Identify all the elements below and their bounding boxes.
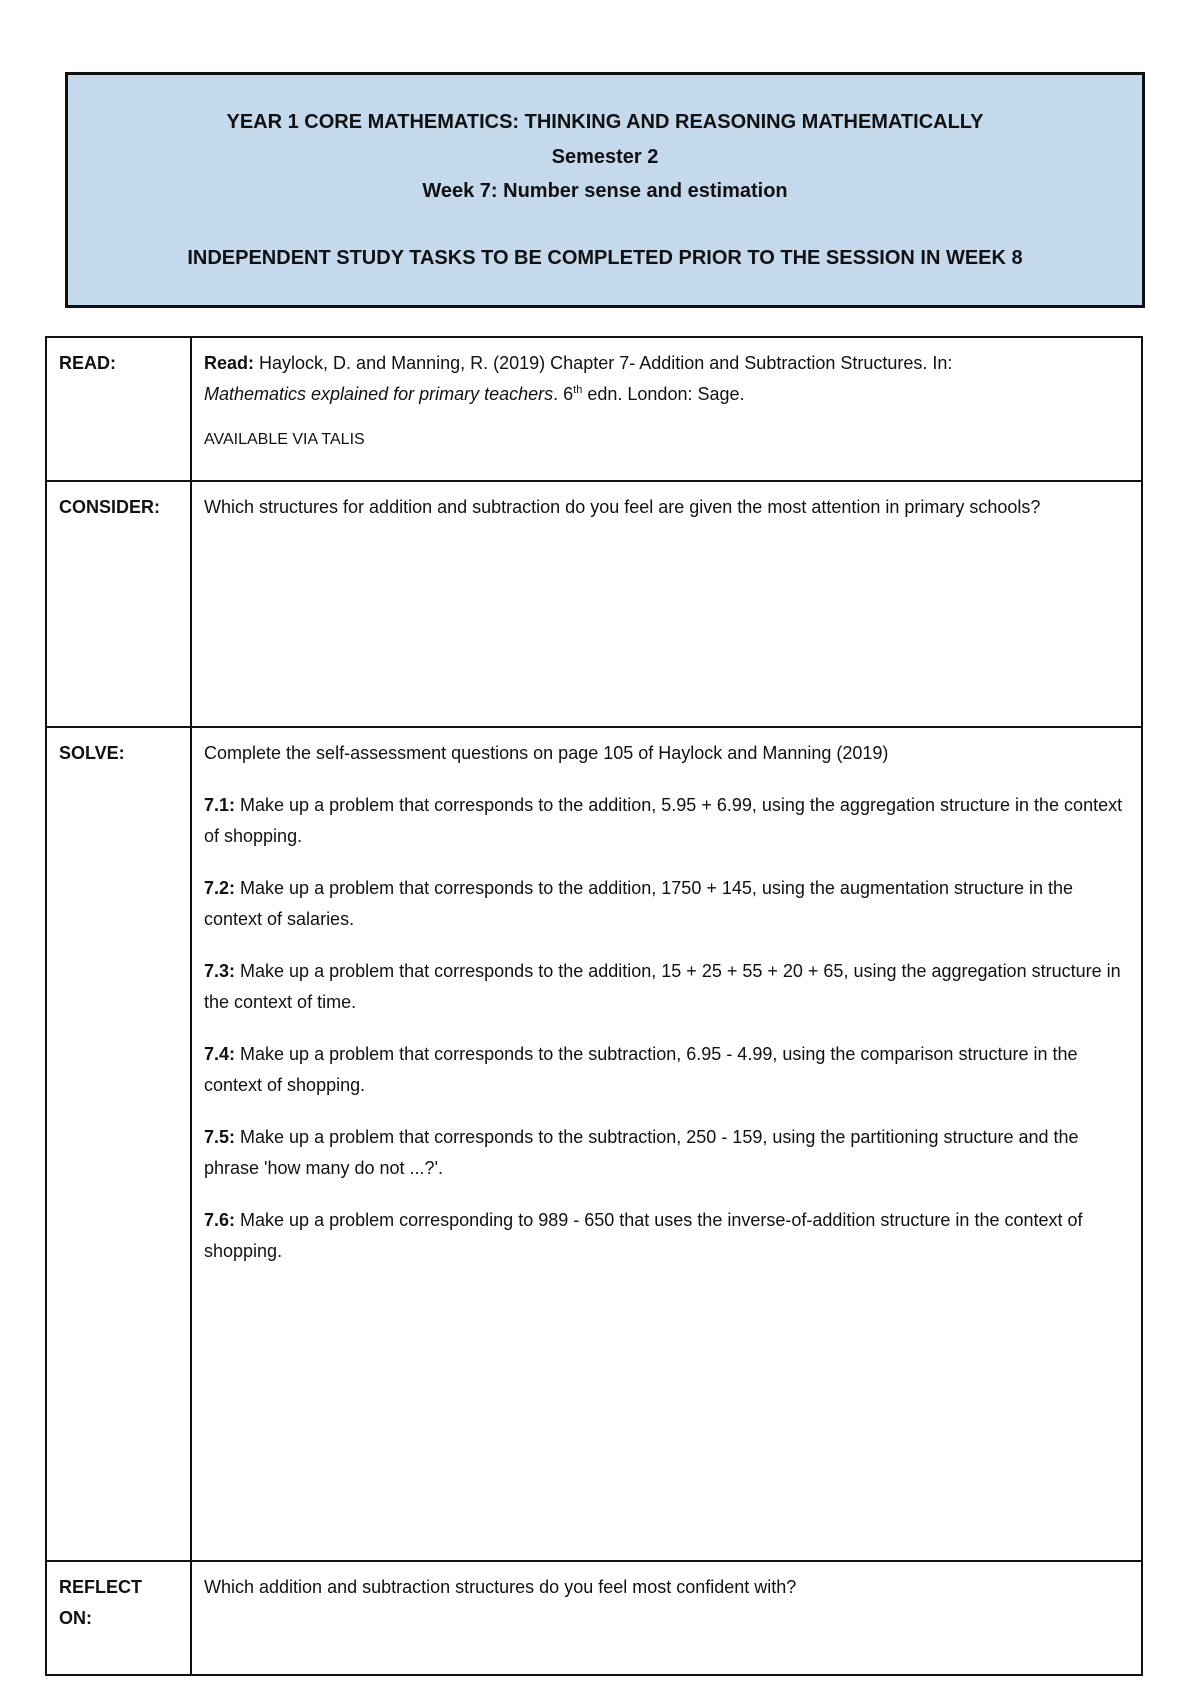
question-item <box>204 956 1129 1018</box>
question-number: 7.4: <box>204 1044 236 1064</box>
question-number: 7.1: <box>204 795 236 815</box>
consider-row <box>46 481 1142 727</box>
question-item <box>204 873 1129 935</box>
question-item <box>204 1122 1129 1184</box>
semester-label: Semester 2 <box>551 146 659 168</box>
question-item <box>204 1039 1129 1101</box>
book-title: Mathematics explained for primary teachers <box>204 384 554 404</box>
question-number: 7.5: <box>204 1127 236 1147</box>
edition-number: . 6 <box>553 384 574 404</box>
read-citation <box>204 348 1129 410</box>
document-title: YEAR 1 CORE MATHEMATICS: THINKING AND REASONING MATHEMATICALLY <box>226 111 984 133</box>
question-number: 7.2: <box>204 878 236 898</box>
question-number: 7.6: <box>204 1210 236 1230</box>
tasks-table <box>45 336 1143 1676</box>
reflect-row <box>46 1561 1142 1675</box>
question-number: 7.3: <box>204 961 236 981</box>
edition-suffix: th <box>573 384 583 396</box>
question-item <box>204 790 1129 852</box>
solve-intro: Complete the self-assessment questions on page 105 of Haylock and Manning (2019) <box>204 743 889 763</box>
solve-row <box>46 727 1142 1561</box>
read-label: READ: <box>46 337 191 481</box>
week-label: Week 7: Number sense and estimation <box>422 180 788 202</box>
consider-label: CONSIDER: <box>46 481 191 727</box>
solve-label: SOLVE: <box>46 727 191 1561</box>
question-text: Make up a problem that corresponds to the addition, 1750 + 145, using the augmentation structure in the context of salaries. <box>204 878 1074 929</box>
read-content <box>191 337 1142 481</box>
reflect-label: REFLECT ON: <box>46 1561 191 1675</box>
reflect-text: Which addition and subtraction structures do you feel most confident with? <box>191 1561 1142 1675</box>
availability-note: AVAILABLE VIA TALIS <box>204 431 365 448</box>
solve-content <box>191 727 1142 1561</box>
instruction-heading: INDEPENDENT STUDY TASKS TO BE COMPLETED PRIOR TO THE SESSION IN WEEK 8 <box>187 247 1023 269</box>
question-item <box>204 1205 1129 1267</box>
question-text: Make up a problem that corresponds to the subtraction, 250 - 159, using the partitioning structure and the phrase 'how many do not ...?'. <box>204 1127 1079 1178</box>
consider-text: Which structures for addition and subtraction do you feel are given the most attention in primary schools? <box>191 481 1142 727</box>
edition-rest: edn. London: Sage. <box>582 384 745 404</box>
read-row <box>46 337 1142 481</box>
question-text: Make up a problem that corresponds to the addition, 5.95 + 6.99, using the aggregation structure in the context of shopping. <box>204 795 1123 846</box>
citation-text: Haylock, D. and Manning, R. (2019) Chapter 7- Addition and Subtraction Structures. In: <box>259 353 953 373</box>
read-lead: Read: <box>204 353 255 373</box>
header-box <box>65 72 1145 308</box>
question-text: Make up a problem that corresponds to the subtraction, 6.95 - 4.99, using the comparison structure in the context of shopping. <box>204 1044 1078 1095</box>
question-text: Make up a problem corresponding to 989 - 650 that uses the inverse-of-addition structure in the context of shopping. <box>204 1210 1083 1261</box>
question-text: Make up a problem that corresponds to the addition, 15 + 25 + 55 + 20 + 65, using the aggregation structure in the context of time. <box>204 961 1121 1012</box>
